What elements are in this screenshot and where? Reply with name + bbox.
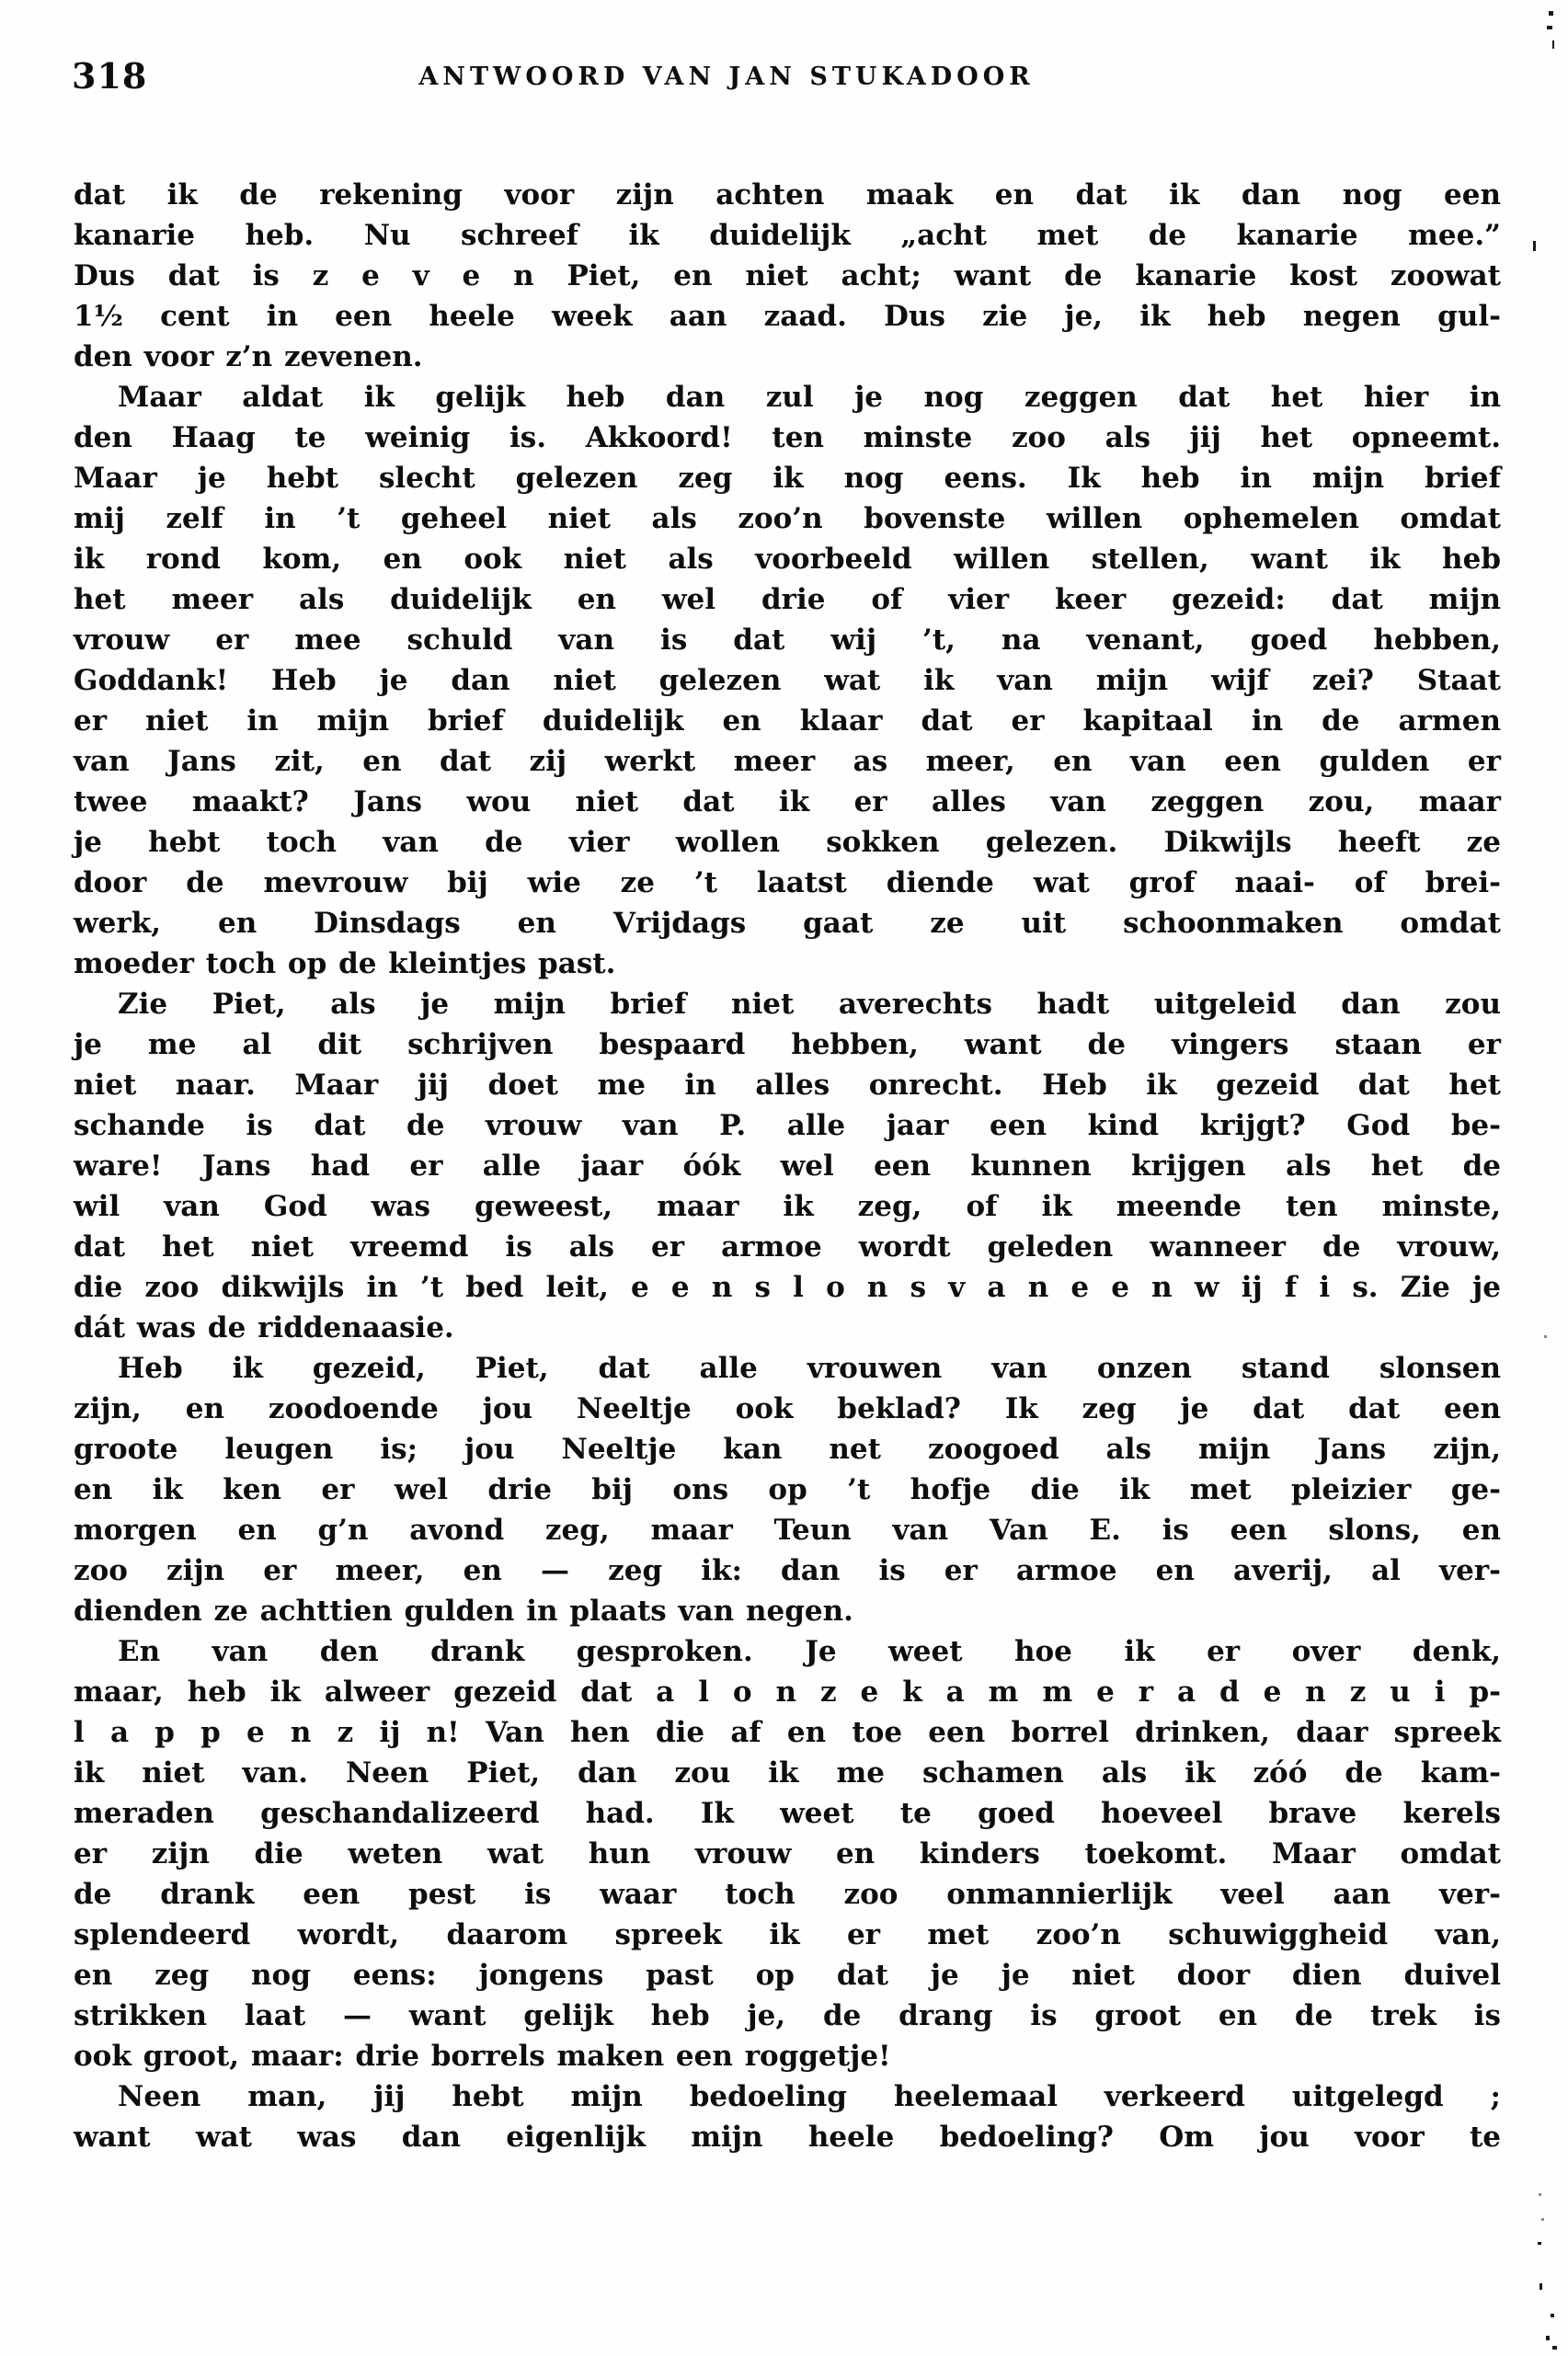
text-line: schande is dat de vrouw van P. alle jaar een kind krijgt? God be- bbox=[74, 1109, 1501, 1142]
scan-artifact bbox=[1541, 2218, 1544, 2221]
text-line: er zijn die weten wat hun vrouw en kinders toekomt. Maar omdat bbox=[74, 1837, 1501, 1870]
text-line: moeder toch op de kleintjes past. bbox=[74, 947, 616, 980]
text-line: dat ik de rekening voor zijn achten maak en dat ik dan nog een bbox=[74, 178, 1501, 212]
text-line: Heb ik gezeid, Piet, dat alle vrouwen van onzen stand slonsen bbox=[118, 1352, 1501, 1385]
text-line: ook groot, maar: drie borrels maken een roggetje! bbox=[74, 2040, 891, 2073]
scan-artifact bbox=[1551, 2314, 1554, 2317]
text-line: niet naar. Maar jij doet me in alles onrecht. Heb ik gezeid dat het bbox=[74, 1069, 1501, 1102]
text-line: strikken laat — want gelijk heb je, de drang is groot en de trek is bbox=[74, 1999, 1501, 2032]
text-line: groote leugen is; jou Neeltje kan net zoogoed als mijn Jans zijn, bbox=[74, 1433, 1501, 1466]
text-line: dienden ze achttien gulden in plaats van negen. bbox=[74, 1595, 853, 1628]
text-line: den voor z’n zevenen. bbox=[74, 340, 423, 373]
text-line: Goddank! Heb je dan niet gelezen wat ik van mijn wijf zei? Staat bbox=[74, 664, 1501, 697]
text-line: van Jans zit, en dat zij werkt meer as meer, en van een gulden er bbox=[74, 745, 1501, 778]
text-line: meraden geschandalizeerd had. Ik weet te goed hoeveel brave kerels bbox=[74, 1797, 1501, 1830]
text-line: splendeerd wordt, daarom spreek ik er met zoo’n schuwiggheid van, bbox=[74, 1918, 1501, 1951]
text-line: morgen en g’n avond zeg, maar Teun van Van E. is een slons, en bbox=[74, 1514, 1501, 1547]
text-line: je me al dit schrijven bespaard hebben, want de vingers staan er bbox=[74, 1028, 1501, 1061]
text-line: Dus dat is z e v e n Piet, en niet acht; want de kanarie kost zoowat bbox=[74, 259, 1501, 292]
text-line: Neen man, jij hebt mijn bedoeling heelemaal verkeerd uitgelegd ; bbox=[118, 2080, 1501, 2113]
text-line: ware! Jans had er alle jaar óók wel een kunnen krijgen als het de bbox=[74, 1149, 1501, 1183]
scan-artifact bbox=[1544, 1335, 1547, 1338]
text-line: 1½ cent in een heele week aan zaad. Dus zie je, ik heb negen gul- bbox=[74, 300, 1501, 333]
text-line: dat het niet vreemd is als er armoe wordt geleden wanneer de vrouw, bbox=[74, 1230, 1501, 1264]
text-line: den Haag te weinig is. Akkoord! ten minste zoo als jij het opneemt. bbox=[74, 421, 1501, 454]
text-line: Zie Piet, als je mijn brief niet averechts hadt uitgeleid dan zou bbox=[118, 988, 1501, 1021]
scan-artifact bbox=[1533, 241, 1536, 251]
page-number: 318 bbox=[72, 55, 148, 97]
text-line: de drank een pest is waar toch zoo onmannierlijk veel aan ver- bbox=[74, 1878, 1501, 1911]
scan-artifact bbox=[1539, 2283, 1542, 2290]
text-line: er niet in mijn brief duidelijk en klaar dat er kapitaal in de armen bbox=[74, 704, 1501, 738]
text-line: En van den drank gesproken. Je weet hoe ik er over denk, bbox=[118, 1635, 1501, 1668]
text-line: en zeg nog eens: jongens past op dat je je niet door dien duivel bbox=[74, 1959, 1501, 1992]
text-line: en ik ken er wel drie bij ons op ’t hofje die ik met pleizier ge- bbox=[74, 1473, 1501, 1506]
text-line: Maar aldat ik gelijk heb dan zul je nog zeggen dat het hier in bbox=[118, 381, 1501, 414]
text-line: ik rond kom, en ook niet als voorbeeld willen stellen, want ik heb bbox=[74, 543, 1501, 576]
text-line: het meer als duidelijk en wel drie of vier keer gezeid: dat mijn bbox=[74, 583, 1501, 616]
text-line: Maar je hebt slecht gelezen zeg ik nog eens. Ik heb in mijn brief bbox=[74, 462, 1501, 495]
scan-artifact bbox=[1539, 2193, 1541, 2196]
scan-artifact bbox=[1552, 2346, 1557, 2350]
scan-artifact bbox=[1552, 40, 1554, 49]
text-line: l a p p e n z ij n! Van hen die af en toe een borrel drinken, daar spreek bbox=[74, 1716, 1501, 1749]
text-line: ik niet van. Neen Piet, dan zou ik me schamen als ik zóó de kam- bbox=[74, 1756, 1501, 1790]
text-line: mij zelf in ’t geheel niet als zoo’n bovenste willen ophemelen omdat bbox=[74, 502, 1501, 535]
text-line: werk, en Dinsdags en Vrijdags gaat ze uit schoonmaken omdat bbox=[74, 907, 1501, 940]
text-line: die zoo dikwijls in ’t bed leit, e e n s l o n s v a n e e n w ij f i s. Zie je bbox=[74, 1271, 1501, 1304]
page-body bbox=[74, 175, 1501, 2157]
text-line: maar, heb ik alweer gezeid dat a l o n z e k a m m e r a d e n z u i p- bbox=[74, 1676, 1501, 1709]
text-line: vrouw er mee schuld van is dat wij ’t, na venant, goed hebben, bbox=[74, 623, 1501, 657]
scan-artifact bbox=[1538, 2242, 1541, 2245]
text-line: dát was de riddenaasie. bbox=[74, 1311, 454, 1344]
scan-artifact bbox=[1549, 11, 1553, 16]
running-header: ANTWOORD VAN JAN STUKADOOR bbox=[418, 63, 1035, 91]
text-line: wil van God was geweest, maar ik zeg, of ik meende ten minste, bbox=[74, 1190, 1501, 1223]
text-line: je hebt toch van de vier wollen sokken gelezen. Dikwijls heeft ze bbox=[74, 826, 1501, 859]
text-line: kanarie heb. Nu schreef ik duidelijk „acht met de kanarie mee.” bbox=[74, 219, 1501, 252]
text-line: twee maakt? Jans wou niet dat ik er alles van zeggen zou, maar bbox=[74, 785, 1501, 818]
text-line: zoo zijn er meer, en — zeg ik: dan is er armoe en averij, al ver- bbox=[74, 1554, 1501, 1587]
text-line: want wat was dan eigenlijk mijn heele bedoeling? Om jou voor te bbox=[74, 2121, 1501, 2154]
text-line: zijn, en zoodoende jou Neeltje ook beklad? Ik zeg je dat dat een bbox=[74, 1392, 1501, 1425]
scan-artifact bbox=[1546, 2336, 1550, 2340]
text-line: door de mevrouw bij wie ze ’t laatst diende wat grof naai- of brei- bbox=[74, 866, 1501, 899]
scan-artifact bbox=[1547, 26, 1552, 29]
